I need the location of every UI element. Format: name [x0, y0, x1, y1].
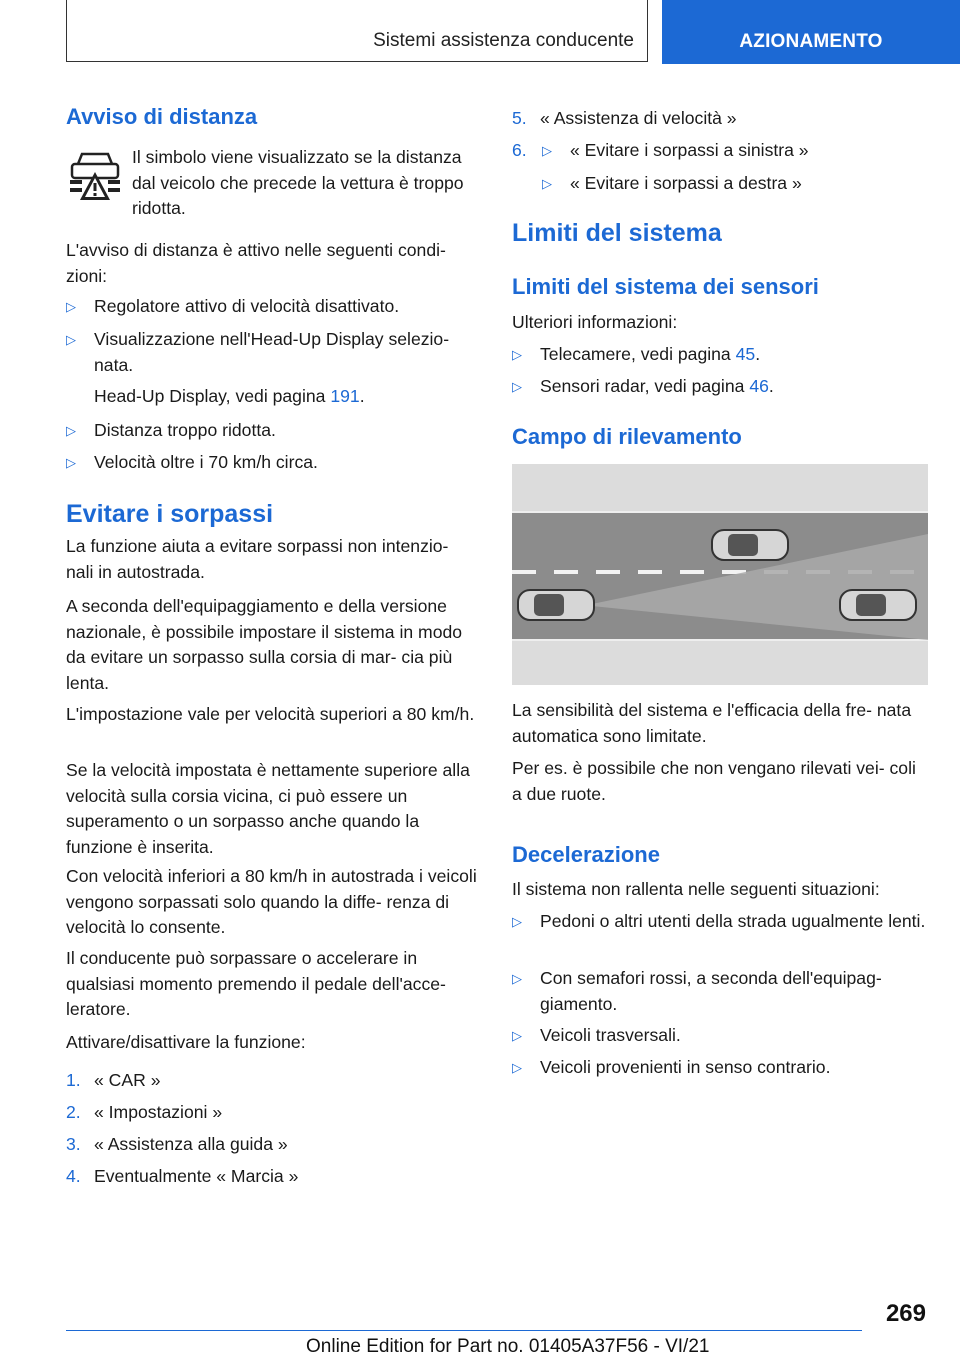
car-icon — [518, 590, 594, 620]
paragraph: Il conducente può sorpassare o accelerare in qualsiasi momento premendo il pedale dell'acce- leratore. — [66, 948, 446, 1019]
heading-system-limits: Limiti del sistema — [512, 219, 722, 247]
paragraph: La sensibilità del sistema e l'efficacia della fre- nata automatica sono limitate. — [512, 700, 912, 746]
header-section-title: Sistemi assistenza conducente — [373, 30, 634, 51]
heading-sensor-limits: Limiti del sistema dei sensori — [512, 274, 819, 299]
page-link-45[interactable]: 45 — [735, 344, 756, 364]
page-link-191[interactable]: 191 — [330, 386, 360, 406]
heading-avoid-overtaking: Evitare i sorpassi — [66, 500, 274, 528]
paragraph: L'impostazione vale per velocità superiori a 80 km/h. — [66, 704, 475, 724]
paragraph: Con velocità inferiori a 80 km/h in autostrada i veicoli vengono sorpassati solo quando la diffe- renza di velocità lo consente. — [66, 866, 477, 937]
triangle-bullet-icon: ▷ — [512, 1028, 522, 1043]
triangle-bullet-icon: ▷ — [66, 455, 76, 470]
edition-note: Online Edition for Part no. 01405A37F56 - VI/21 — [306, 1336, 710, 1357]
triangle-bullet-icon: ▷ — [542, 176, 552, 191]
heading-distance-warning: Avviso di distanza — [66, 104, 258, 129]
heading-deceleration: Decelerazione — [512, 842, 660, 867]
triangle-bullet-icon: ▷ — [512, 1060, 522, 1075]
heading-detection-range: Campo di rilevamento — [512, 424, 742, 449]
triangle-bullet-icon: ▷ — [66, 332, 76, 347]
triangle-bullet-icon: ▷ — [66, 423, 76, 438]
distance-conditions-intro: L'avviso di distanza è attivo nelle seguenti condi- zioni: — [66, 240, 446, 286]
paragraph: Il sistema non rallenta nelle seguenti situazioni: — [512, 879, 880, 899]
page-number: 269 — [885, 1300, 926, 1327]
car-warning-icon — [68, 148, 122, 204]
page-link-46[interactable]: 46 — [749, 376, 769, 396]
triangle-bullet-icon: ▷ — [512, 379, 522, 394]
detection-range-illustration — [512, 464, 928, 685]
paragraph: A seconda dell'equipaggiamento e della versione nazionale, è possibile impostare il sistema in modo da evitare un sorpasso sulla corsia di mar- cia più lenta. — [66, 596, 463, 693]
paragraph: Se la velocità impostata è nettamente superiore alla velocità sulla corsia vicina, ci può essere un superamento o un sorpasso anche quando la funzione è inserita. — [66, 760, 470, 857]
footer-divider — [66, 1330, 862, 1331]
paragraph: Ulteriori informazioni: — [512, 312, 678, 332]
paragraph: Per es. è possibile che non vengano rilevati vei- coli a due ruote. — [512, 758, 916, 804]
paragraph: Attivare/disattivare la funzione: — [66, 1032, 306, 1052]
distance-description: Il simbolo viene visualizzato se la distanza dal veicolo che precede la vettura è troppo ridotta. — [132, 147, 464, 218]
triangle-bullet-icon: ▷ — [512, 347, 522, 362]
triangle-bullet-icon: ▷ — [512, 914, 522, 929]
paragraph: La funzione aiuta a evitare sorpassi non intenzio- nali in autostrada. — [66, 536, 449, 582]
header-chapter-tab[interactable]: AZIONAMENTO — [662, 0, 960, 64]
triangle-bullet-icon: ▷ — [512, 971, 522, 986]
triangle-bullet-icon: ▷ — [542, 143, 552, 158]
triangle-bullet-icon: ▷ — [66, 299, 76, 314]
